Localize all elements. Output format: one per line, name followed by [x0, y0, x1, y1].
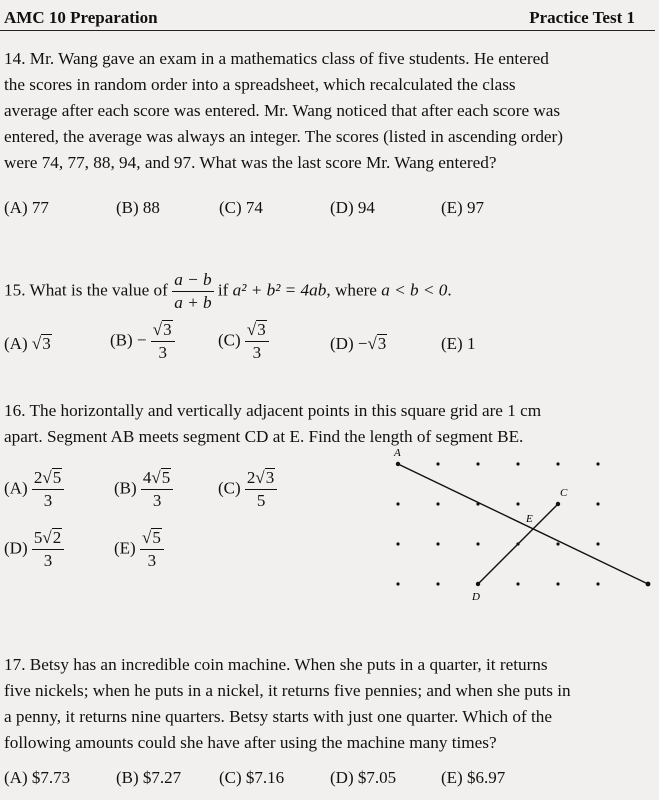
q15-where: , where: [326, 280, 377, 300]
q15-choice-e[interactable]: [441, 334, 475, 354]
q15-choice-b-label: (B): [110, 330, 133, 350]
grid-point: [436, 582, 439, 585]
question-16-line: 16. The horizontally and vertically adjacent points in this square grid are 1 cm: [4, 401, 542, 420]
grid-point: [396, 542, 399, 545]
grid-point: [596, 462, 599, 465]
q16-choice-d-fraction: $\frac{5√2}{3}$: [32, 528, 64, 571]
grid-point: [436, 542, 439, 545]
question-17-line: five nickels; when he puts in a nickel, it returns five pennies; and when she puts in: [4, 681, 571, 700]
q15-choice-e-value: 1: [466, 334, 476, 353]
q16-choice-e[interactable]: [114, 528, 164, 571]
q16-choice-a-fraction: $\frac{2√5}{3}$: [32, 468, 64, 511]
point-label-e: E: [526, 513, 533, 525]
q16-choice-d[interactable]: [4, 528, 64, 571]
q17-choice-d[interactable]: (D) $7.05: [330, 768, 397, 787]
segment-cd: [478, 504, 558, 584]
segment-ab: [398, 464, 648, 584]
grid-point: [516, 502, 519, 505]
q15-choice-b-fraction: $\frac{√3}{3}$: [151, 320, 175, 363]
question-17-line: following amounts could she have after using the machine many times?: [4, 733, 497, 752]
question-14-line: average after each score was entered. Mr. Wang noticed that after each score was: [4, 101, 561, 120]
header-test-label: Practice Test 1: [529, 8, 635, 27]
question-14: [4, 46, 654, 176]
grid-point: [596, 582, 599, 585]
q17-choice-e[interactable]: (E) $6.97: [441, 768, 506, 787]
q15-fraction: [172, 270, 213, 313]
q15-choice-a-radicand: 3: [42, 334, 51, 353]
q14-choice-e[interactable]: (E) 97: [441, 198, 484, 217]
grid-point: [396, 502, 399, 505]
q16-choice-c-fraction: $\frac{2√3}{5}$: [245, 468, 277, 511]
question-14-line: the scores in random order into a spreadsheet, which recalculated the class: [4, 75, 516, 94]
q14-choice-d[interactable]: (D) 94: [330, 198, 375, 217]
q16-choice-c-label: (C): [218, 478, 241, 498]
question-17: [4, 652, 654, 756]
q17-choice-b[interactable]: (B) $7.27: [116, 768, 182, 787]
grid-point: [396, 582, 399, 585]
q15-choice-d-sign: −: [357, 334, 368, 353]
grid-point: [436, 502, 439, 505]
question-16-line: apart. Segment AB meets segment CD at E. Find the length of segment BE.: [4, 427, 524, 446]
q15-choice-c-label: (C): [218, 330, 241, 350]
q15-choice-d[interactable]: (D) −√3: [330, 334, 387, 353]
q15-choice-c-denominator: 3: [252, 343, 262, 362]
q15-fraction-numerator: a − b: [172, 270, 213, 292]
q15-choice-c-fraction: $\frac{√3}{3}$: [245, 320, 269, 363]
q15-choice-e-label: (E): [441, 334, 463, 353]
question-17-line: 17. Betsy has an incredible coin machine. When she puts in a quarter, it returns: [4, 655, 548, 674]
grid-point: [556, 462, 559, 465]
question-14-line: 14. Mr. Wang gave an exam in a mathematics class of five students. He entered: [4, 49, 549, 68]
q14-choice-a[interactable]: (A) 77: [4, 198, 49, 217]
grid-point: [436, 462, 439, 465]
grid-point: [596, 542, 599, 545]
q15-choice-c-radicand: 3: [257, 320, 266, 339]
header-rule: [0, 30, 655, 31]
q15-choice-b-sign: −: [136, 330, 147, 350]
q15-equation: a² + b² = 4ab: [232, 280, 327, 300]
grid-point: [556, 582, 559, 585]
q15-condition: a < b < 0: [381, 280, 448, 300]
q14-choice-c[interactable]: (C) 74: [219, 198, 263, 217]
question-14-line: entered, the average was always an integer. The scores (listed in ascending order): [4, 127, 564, 146]
q15-choice-c[interactable]: [218, 320, 269, 363]
square-grid-figure: [358, 438, 658, 608]
q16-choice-b[interactable]: [114, 468, 173, 511]
q16-choice-b-fraction: $\frac{4√5}{3}$: [141, 468, 173, 511]
q16-choice-a-label: (A): [4, 478, 28, 498]
question-15: 15. What is the value of $\frac{a - b}{a + b}$ if a² + b² = 4ab, where a < b < 0.: [4, 270, 452, 312]
q15-choice-d-radicand: 3: [377, 334, 387, 353]
q15-choice-a-label: (A): [4, 334, 28, 353]
grid-point: [476, 542, 479, 545]
grid-point: [556, 542, 559, 545]
q15-choice-b-radicand: 3: [163, 320, 172, 339]
q17-choice-a[interactable]: (A) $7.73: [4, 768, 71, 787]
q15-choice-b-denominator: 3: [158, 343, 167, 362]
grid-point: [596, 502, 599, 505]
q14-choice-b[interactable]: (B) 88: [116, 198, 160, 217]
header-title: AMC 10 Preparation: [4, 8, 158, 27]
q15-choice-a[interactable]: (A) √3: [4, 334, 51, 353]
point-label-a: A: [394, 447, 401, 459]
point-label-d: D: [472, 591, 480, 603]
grid-point: [516, 462, 519, 465]
q15-choice-d-label: (D): [330, 334, 354, 353]
q17-choice-c[interactable]: (C) $7.16: [219, 768, 285, 787]
point-label-c: C: [560, 487, 568, 499]
q15-fraction-denominator: a + b: [174, 293, 212, 312]
question-14-line: were 74, 77, 88, 94, and 97. What was the last score Mr. Wang entered?: [4, 153, 497, 172]
question-15-prefix: 15. What is the value of: [4, 280, 168, 300]
q16-choice-c[interactable]: [218, 468, 277, 511]
q15-choice-b[interactable]: [110, 320, 175, 363]
q15-if: if: [217, 280, 229, 300]
q16-choice-d-label: (D): [4, 538, 28, 558]
q16-choice-e-fraction: $\frac{√5}{3}$: [140, 528, 164, 571]
grid-point: [516, 582, 519, 585]
grid-point: [476, 462, 479, 465]
q16-choice-a[interactable]: [4, 468, 64, 511]
question-17-line: a penny, it returns nine quarters. Betsy starts with just one quarter. Which of the: [4, 707, 552, 726]
q16-choice-e-label: (E): [114, 538, 136, 558]
q16-choice-b-label: (B): [114, 478, 137, 498]
